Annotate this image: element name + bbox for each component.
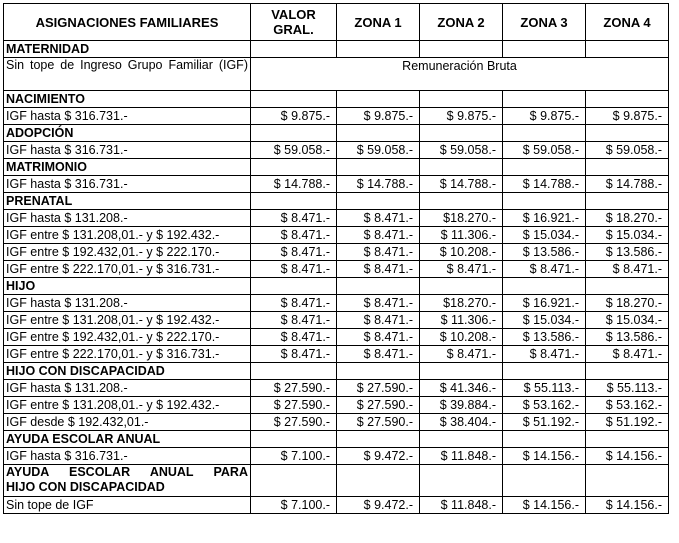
value-zona-3: $ 16.921.- — [503, 295, 586, 312]
table-row — [4, 414, 669, 431]
value-general: $ 9.875.- — [251, 108, 337, 125]
empty-cell — [503, 193, 586, 210]
value-zona-4: $ 14.788.- — [586, 176, 669, 193]
empty-cell — [420, 465, 503, 497]
section-title: MATRIMONIO — [4, 159, 251, 176]
row-label: IGF hasta $ 316.731.- — [4, 176, 251, 193]
value-general: $ 8.471.- — [251, 227, 337, 244]
value-zona-3: $ 53.162.- — [503, 397, 586, 414]
value-zona-3: $ 51.192.- — [503, 414, 586, 431]
empty-cell — [337, 363, 420, 380]
table-row-maternidad — [4, 58, 669, 91]
empty-cell — [503, 278, 586, 295]
value-zona-1: $ 27.590.- — [337, 397, 420, 414]
section-title: ADOPCIÓN — [4, 125, 251, 142]
table-row — [4, 448, 669, 465]
section-row — [4, 431, 669, 448]
table-row — [4, 380, 669, 397]
section-title: HIJO — [4, 278, 251, 295]
empty-cell — [586, 193, 669, 210]
header-zona-4: ZONA 4 — [586, 4, 669, 41]
value-zona-3: $ 8.471.- — [503, 346, 586, 363]
row-label: IGF hasta $ 131.208.- — [4, 380, 251, 397]
row-label: Sin tope de Ingreso Grupo Familiar (IGF) — [4, 58, 251, 91]
header-zona-1: ZONA 1 — [337, 4, 420, 41]
row-label: IGF hasta $ 316.731.- — [4, 142, 251, 159]
value-zona-2: $ 10.208.- — [420, 329, 503, 346]
empty-cell — [337, 278, 420, 295]
value-zona-3: $ 8.471.- — [503, 261, 586, 278]
section-title: HIJO CON DISCAPACIDAD — [4, 363, 251, 380]
value-zona-3: $ 55.113.- — [503, 380, 586, 397]
empty-cell — [503, 125, 586, 142]
value-zona-4: $ 18.270.- — [586, 210, 669, 227]
empty-cell — [503, 159, 586, 176]
value-zona-4: $ 15.034.- — [586, 227, 669, 244]
empty-cell — [251, 278, 337, 295]
value-general: $ 8.471.- — [251, 346, 337, 363]
value-zona-1: $ 14.788.- — [337, 176, 420, 193]
value-zona-3: $ 15.034.- — [503, 312, 586, 329]
value-zona-4: $ 53.162.- — [586, 397, 669, 414]
value-zona-2: $18.270.- — [420, 295, 503, 312]
value-zona-3: $ 16.921.- — [503, 210, 586, 227]
empty-cell — [586, 465, 669, 497]
section-title-line2: HIJO CON DISCAPACIDAD — [6, 480, 165, 494]
value-zona-2: $ 41.346.- — [420, 380, 503, 397]
section-row — [4, 278, 669, 295]
empty-cell — [586, 431, 669, 448]
section-title: PRENATAL — [4, 193, 251, 210]
value-zona-2: $ 39.884.- — [420, 397, 503, 414]
section-title — [4, 465, 251, 497]
empty-cell — [251, 431, 337, 448]
value-general: $ 8.471.- — [251, 329, 337, 346]
empty-cell — [251, 465, 337, 497]
empty-cell — [420, 278, 503, 295]
value-zona-1: $ 8.471.- — [337, 329, 420, 346]
empty-cell — [503, 431, 586, 448]
value-zona-4: $ 59.058.- — [586, 142, 669, 159]
empty-cell — [586, 91, 669, 108]
value-general: $ 59.058.- — [251, 142, 337, 159]
empty-cell — [337, 91, 420, 108]
value-general: $ 8.471.- — [251, 244, 337, 261]
value-zona-4: $ 8.471.- — [586, 346, 669, 363]
row-label: IGF desde $ 192.432,01.- — [4, 414, 251, 431]
value-general: $ 7.100.- — [251, 448, 337, 465]
value-zona-2: $ 11.848.- — [420, 448, 503, 465]
empty-cell — [251, 125, 337, 142]
value-zona-1: $ 8.471.- — [337, 312, 420, 329]
row-label: IGF hasta $ 316.731.- — [4, 108, 251, 125]
value-zona-2: $ 14.788.- — [420, 176, 503, 193]
value-zona-2: $ 8.471.- — [420, 346, 503, 363]
empty-cell — [503, 91, 586, 108]
section-row — [4, 125, 669, 142]
table-row — [4, 497, 669, 514]
table-row — [4, 176, 669, 193]
value-zona-3: $ 15.034.- — [503, 227, 586, 244]
value-zona-4: $ 8.471.- — [586, 261, 669, 278]
value-zona-1: $ 27.590.- — [337, 380, 420, 397]
empty-cell — [420, 125, 503, 142]
value-zona-2: $ 38.404.- — [420, 414, 503, 431]
value-general: $ 8.471.- — [251, 261, 337, 278]
row-label: IGF hasta $ 131.208.- — [4, 295, 251, 312]
value-zona-1: $ 8.471.- — [337, 210, 420, 227]
value-zona-1: $ 8.471.- — [337, 346, 420, 363]
empty-cell — [251, 193, 337, 210]
value-zona-4: $ 51.192.- — [586, 414, 669, 431]
empty-cell — [586, 278, 669, 295]
value-zona-1: $ 8.471.- — [337, 261, 420, 278]
value-zona-3: $ 14.156.- — [503, 448, 586, 465]
value-zona-2: $ 11.306.- — [420, 227, 503, 244]
value-zona-4: $ 55.113.- — [586, 380, 669, 397]
allowances-table-container — [3, 3, 669, 514]
row-label: IGF entre $ 222.170,01.- y $ 316.731.- — [4, 346, 251, 363]
value-general: $ 27.590.- — [251, 397, 337, 414]
section-title: NACIMIENTO — [4, 91, 251, 108]
value-general: $ 14.788.- — [251, 176, 337, 193]
header-row — [4, 4, 669, 41]
header-valor-line1: VALOR — [271, 7, 316, 22]
value-zona-3: $ 14.156.- — [503, 497, 586, 514]
empty-cell — [503, 363, 586, 380]
value-zona-1: $ 9.472.- — [337, 497, 420, 514]
section-title-line1: AYUDA ESCOLAR ANUAL PARA — [6, 465, 248, 479]
value-zona-2: $ 10.208.- — [420, 244, 503, 261]
value-zona-2: $ 8.471.- — [420, 261, 503, 278]
empty-cell — [251, 363, 337, 380]
value-general: $ 27.590.- — [251, 414, 337, 431]
empty-cell — [337, 159, 420, 176]
table-row — [4, 261, 669, 278]
empty-cell — [420, 159, 503, 176]
value-zona-3: $ 59.058.- — [503, 142, 586, 159]
value-general: $ 8.471.- — [251, 312, 337, 329]
header-asignaciones: ASIGNACIONES FAMILIARES — [4, 4, 251, 41]
value-zona-4: $ 18.270.- — [586, 295, 669, 312]
empty-cell — [586, 363, 669, 380]
row-label: IGF entre $ 192.432,01.- y $ 222.170.- — [4, 244, 251, 261]
value-zona-1: $ 8.471.- — [337, 227, 420, 244]
table-row — [4, 312, 669, 329]
empty-cell — [420, 91, 503, 108]
value-general: $ 8.471.- — [251, 210, 337, 227]
header-zona-3: ZONA 3 — [503, 4, 586, 41]
table-row — [4, 108, 669, 125]
value-zona-1: $ 8.471.- — [337, 295, 420, 312]
empty-cell — [420, 431, 503, 448]
row-label: IGF entre $ 131.208,01.- y $ 192.432.- — [4, 312, 251, 329]
section-row — [4, 193, 669, 210]
merged-value-remuneracion: Remuneración Bruta — [251, 58, 669, 91]
value-general: $ 27.590.- — [251, 380, 337, 397]
empty-cell — [251, 159, 337, 176]
value-zona-3: $ 9.875.- — [503, 108, 586, 125]
empty-cell — [337, 465, 420, 497]
value-zona-2: $ 11.848.- — [420, 497, 503, 514]
table-row — [4, 329, 669, 346]
empty-cell — [337, 193, 420, 210]
table-row — [4, 397, 669, 414]
section-row — [4, 465, 669, 497]
empty-cell — [586, 125, 669, 142]
table-row — [4, 227, 669, 244]
empty-cell — [337, 431, 420, 448]
table-row — [4, 210, 669, 227]
value-zona-3: $ 13.586.- — [503, 329, 586, 346]
value-zona-1: $ 8.471.- — [337, 244, 420, 261]
empty-cell — [420, 363, 503, 380]
section-row — [4, 363, 669, 380]
value-zona-4: $ 13.586.- — [586, 329, 669, 346]
value-zona-4: $ 14.156.- — [586, 448, 669, 465]
empty-cell — [420, 193, 503, 210]
value-zona-1: $ 59.058.- — [337, 142, 420, 159]
value-zona-1: $ 27.590.- — [337, 414, 420, 431]
section-title: MATERNIDAD — [4, 41, 251, 58]
row-label: IGF entre $ 131.208,01.- y $ 192.432.- — [4, 227, 251, 244]
empty-cell — [503, 465, 586, 497]
row-label: IGF hasta $ 131.208.- — [4, 210, 251, 227]
table-row — [4, 295, 669, 312]
value-zona-2: $ 59.058.- — [420, 142, 503, 159]
header-valor-gral — [251, 4, 337, 41]
empty-cell — [251, 91, 337, 108]
value-zona-4: $ 15.034.- — [586, 312, 669, 329]
row-label: IGF entre $ 222.170,01.- y $ 316.731.- — [4, 261, 251, 278]
section-title: AYUDA ESCOLAR ANUAL — [4, 431, 251, 448]
header-valor-line2: GRAL. — [273, 22, 314, 37]
value-zona-4: $ 13.586.- — [586, 244, 669, 261]
value-zona-3: $ 14.788.- — [503, 176, 586, 193]
row-label: IGF entre $ 192.432,01.- y $ 222.170.- — [4, 329, 251, 346]
section-row — [4, 159, 669, 176]
value-zona-4: $ 14.156.- — [586, 497, 669, 514]
section-row — [4, 91, 669, 108]
value-general: $ 7.100.- — [251, 497, 337, 514]
value-zona-1: $ 9.472.- — [337, 448, 420, 465]
empty-cell — [586, 159, 669, 176]
value-general: $ 8.471.- — [251, 295, 337, 312]
table-row — [4, 346, 669, 363]
table-row — [4, 142, 669, 159]
table-row — [4, 244, 669, 261]
header-zona-2: ZONA 2 — [420, 4, 503, 41]
allowances-table — [3, 3, 669, 514]
value-zona-4: $ 9.875.- — [586, 108, 669, 125]
row-label: IGF hasta $ 316.731.- — [4, 448, 251, 465]
value-zona-2: $18.270.- — [420, 210, 503, 227]
value-zona-2: $ 9.875.- — [420, 108, 503, 125]
value-zona-2: $ 11.306.- — [420, 312, 503, 329]
empty-cell — [337, 125, 420, 142]
row-label: IGF entre $ 131.208,01.- y $ 192.432.- — [4, 397, 251, 414]
section-row-maternidad — [4, 41, 669, 58]
value-zona-3: $ 13.586.- — [503, 244, 586, 261]
value-zona-1: $ 9.875.- — [337, 108, 420, 125]
row-label: Sin tope de IGF — [4, 497, 251, 514]
